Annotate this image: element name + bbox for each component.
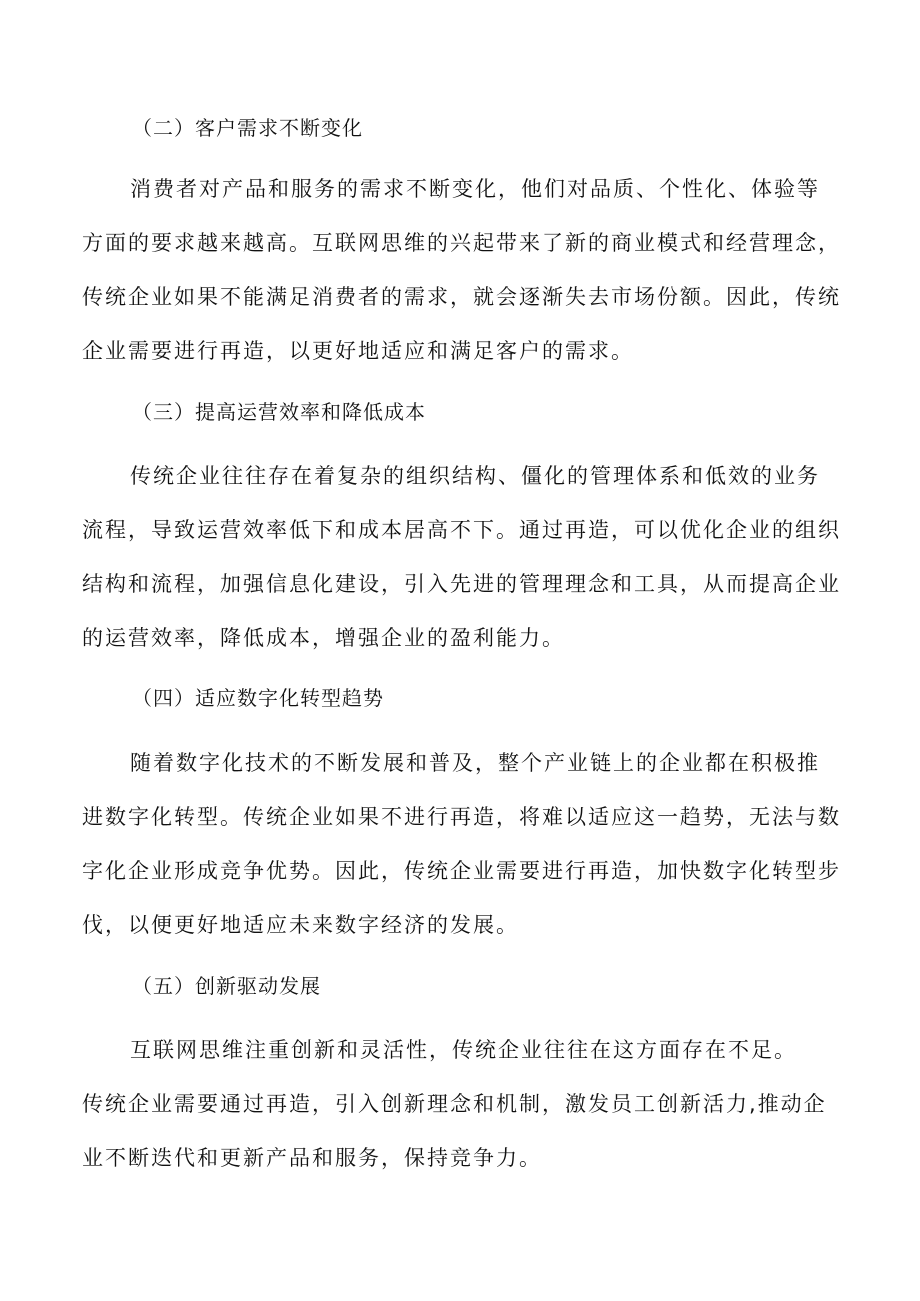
paragraph-line: 业不断迭代和更新产品和服务，保持竞争力。 xyxy=(82,1146,542,1170)
paragraph-line: 消费者对产品和服务的需求不断变化，他们对品质、个性化、体验等 xyxy=(130,177,820,201)
section-heading-2: （二）客户需求不断变化 xyxy=(132,116,363,140)
paragraph-line: 传统企业如果不能满足消费者的需求，就会逐渐失去市场份额。因此，传统 xyxy=(82,285,841,309)
section-paragraph-2 xyxy=(82,162,852,378)
paragraph-line: 流程，导致运营效率低下和成本居高不下。通过再造，可以优化企业的组织 xyxy=(82,518,841,542)
paragraph-line: 方面的要求越来越高。互联网思维的兴起带来了新的商业模式和经营理念， xyxy=(82,231,841,255)
paragraph-line: 伐，以便更好地适应未来数字经济的发展。 xyxy=(82,913,519,937)
section-heading-4: （四）适应数字化转型趋势 xyxy=(132,686,384,710)
paragraph-line: 进数字化转型。传统企业如果不进行再造，将难以适应这一趋势，无法与数 xyxy=(82,805,841,829)
section-paragraph-3 xyxy=(82,449,852,665)
paragraph-line: 企业需要进行再造，以更好地适应和满足客户的需求。 xyxy=(82,339,634,363)
section-heading-3: （三）提高运营效率和降低成本 xyxy=(132,400,426,424)
paragraph-line: 互联网思维注重创新和灵活性，传统企业往往在这方面存在不足。 xyxy=(130,1038,797,1062)
paragraph-line: 传统企业需要通过再造，引入创新理念和机制，激发员工创新活力,推动企 xyxy=(82,1092,827,1116)
paragraph-line: 字化企业形成竞争优势。因此，传统企业需要进行再造，加快数字化转型步 xyxy=(82,859,841,883)
section-paragraph-4 xyxy=(82,736,852,952)
section-paragraph-5 xyxy=(82,1023,852,1185)
paragraph-line: 传统企业往往存在着复杂的组织结构、僵化的管理体系和低效的业务 xyxy=(130,464,820,488)
paragraph-line: 的运营效率，降低成本，增强企业的盈利能力。 xyxy=(82,626,565,650)
paragraph-line: 随着数字化技术的不断发展和普及，整个产业链上的企业都在积极推 xyxy=(130,751,820,775)
paragraph-line: 结构和流程，加强信息化建设，引入先进的管理理念和工具，从而提高企业 xyxy=(82,572,841,596)
section-heading-5: （五）创新驱动发展 xyxy=(132,974,321,998)
